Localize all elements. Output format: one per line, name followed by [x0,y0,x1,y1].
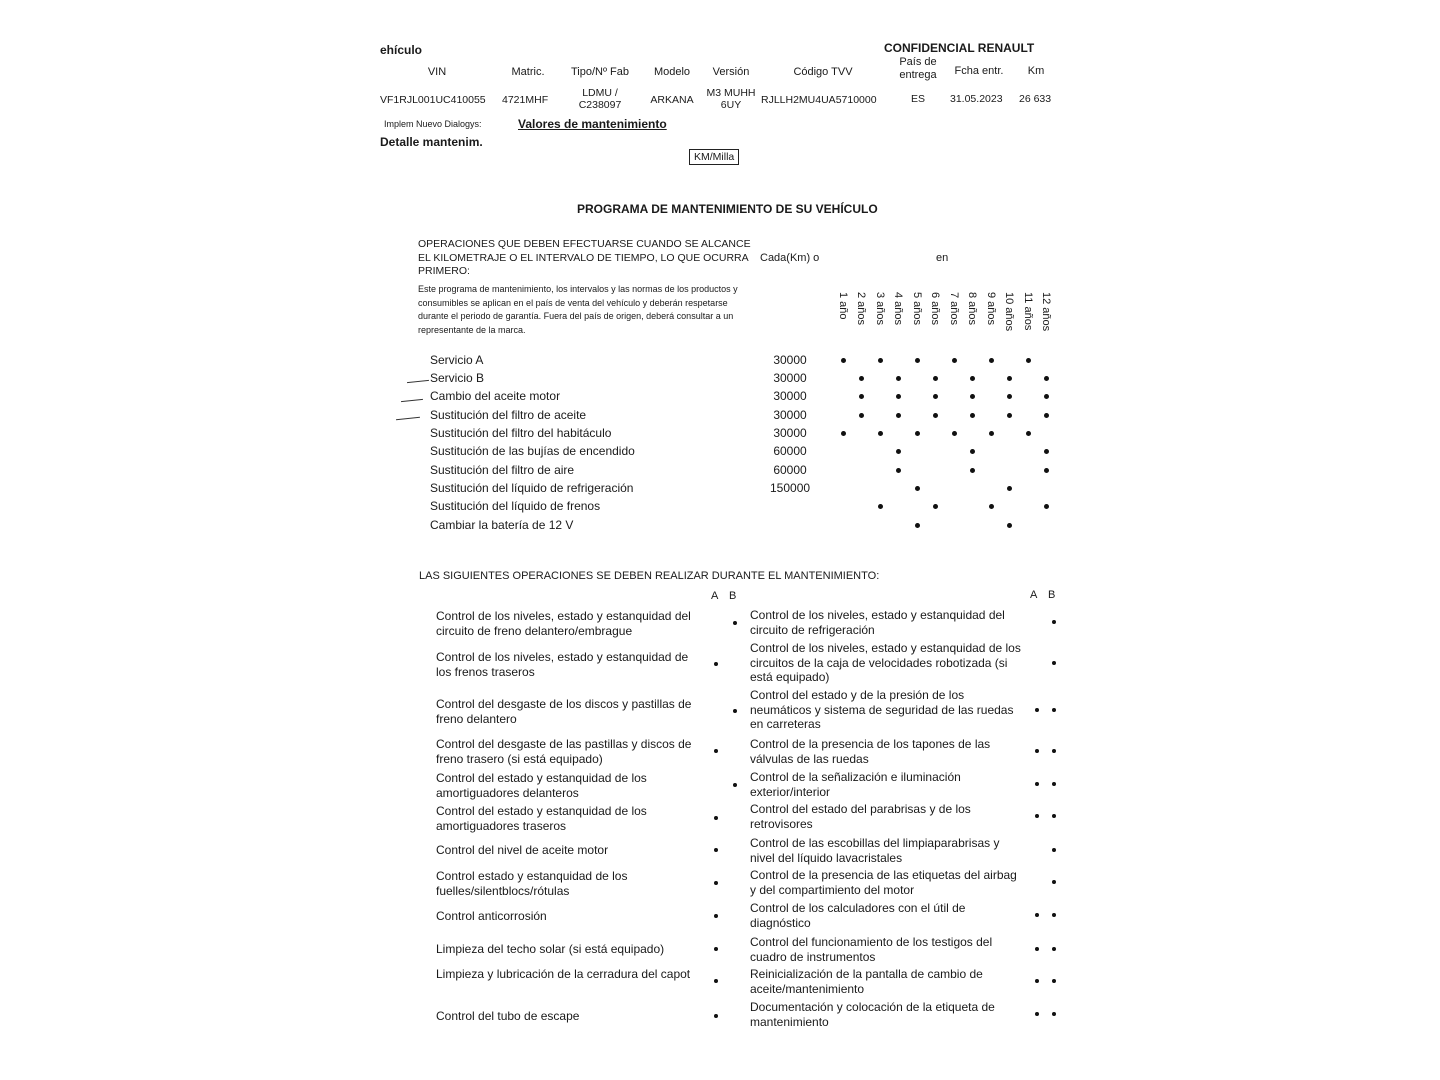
operation-km: 30000 [773,408,807,422]
schedule-dot [989,431,994,436]
operation-km: 60000 [773,463,807,477]
operation-name: Sustitución del filtro del habitáculo [430,426,612,440]
col-modelo: Modelo [653,66,691,78]
control-mark-b [1052,947,1056,951]
control-item-left: Control estado y estanquidad de los fuelles/silentblocs/rótulas [436,869,628,898]
schedule-dot [1026,358,1031,363]
km-milla-button[interactable]: KM/Milla [689,149,739,165]
schedule-dot [970,376,975,381]
schedule-dot [915,358,920,363]
schedule-dot [933,413,938,418]
col-codigo-tvv: Código TVV [793,66,853,78]
control-item-left: Control anticorrosión [436,909,547,923]
maintenance-values-link[interactable]: Valores de mantenimiento [518,117,667,131]
control-item-left: Limpieza del techo solar (si está equipado) [436,942,665,956]
detail-title: Detalle mantenim. [380,135,483,149]
right-col-b-header: B [1048,589,1056,601]
control-item-right: Control de las escobillas del limpiaparabrisas y nivel del líquido lavacristales [750,836,1000,865]
control-item-right: Control del estado del parabrisas y de los retrovisores [750,802,971,831]
year-header-3: 3 años [874,292,886,326]
control-mark-a [1035,979,1039,983]
schedule-dot [878,431,883,436]
program-title: PROGRAMA DE MANTENIMIENTO DE SU VEHÍCULO [577,202,878,216]
schedule-dot [1007,413,1012,418]
year-header-11: 11 años [1022,292,1034,331]
control-item-left: Limpieza y lubricación de la cerradura del capot [436,967,691,981]
operation-name: Sustitución del líquido de refrigeración [430,481,634,495]
value-pais: ES [910,93,925,105]
schedule-dot [915,523,920,528]
value-modelo: ARKANA [650,94,694,106]
schedule-dot [1007,376,1012,381]
control-mark-a [714,947,718,951]
control-mark-a [1035,749,1039,753]
schedule-dot [896,468,901,473]
controls-title: LAS SIGUIENTES OPERACIONES SE DEBEN REALIZAR DURANTE EL MANTENIMIENTO: [419,570,880,582]
operation-km: 30000 [773,371,807,385]
right-col-a-header: A [1030,589,1038,601]
value-vin: VF1RJL001UC410055 [380,94,486,106]
schedule-dot [915,486,920,491]
schedule-dot [859,413,864,418]
schedule-dot [1007,394,1012,399]
control-item-right: Control de la señalización e iluminación exterior/interior [750,770,961,799]
col-matric: Matric. [511,66,545,78]
control-mark-b [1052,749,1056,753]
year-header-8: 8 años [966,292,978,326]
control-item-right: Control de los niveles, estado y estanquidad de los circuitos de la caja de velocidades robotizada (si está equipado) [750,641,1021,684]
year-header-2: 2 años [855,292,867,326]
value-fecha: 31.05.2023 [950,93,1003,105]
control-item-left: Control del estado y estanquidad de los amortiguadores traseros [436,804,647,833]
operation-name: Sustitución del líquido de frenos [430,499,601,513]
handwritten-tick [401,399,423,403]
value-tipo-fab: LDMU / C238097 [578,87,622,111]
confidential-label: CONFIDENCIAL RENAULT [884,41,1035,55]
program-note: Este programa de mantenimiento, los intervalos y las normas de los productos y consumibles se aplican en el país de venta del vehículo y deberán respetarse durante el periodo de garantía. Fuera del país de origen, deberá consultar a un representante de la marca. [418,284,738,335]
value-matric: 4721MHF [502,94,549,106]
year-header-9: 9 años [985,292,997,326]
vehicle-section-title: ehículo [380,43,423,57]
operation-km: 30000 [773,353,807,367]
control-mark-a [1035,814,1039,818]
control-mark-a [1035,913,1039,917]
control-item-right: Control de la presencia de las etiquetas del airbag y del compartimiento del motor [750,868,1017,897]
col-pais-entrega: País de entrega [899,56,937,81]
schedule-dot [933,394,938,399]
control-mark-a [1035,947,1039,951]
control-mark-a [1035,782,1039,786]
control-mark-a [714,749,718,753]
schedule-dot [896,394,901,399]
operation-name: Servicio B [430,371,485,385]
schedule-dot [970,468,975,473]
left-col-b-header: B [729,590,737,602]
value-codigo-tvv: RJLLH2MU4UA5710000 [761,94,877,106]
col-km: Km [1027,65,1045,77]
schedule-dot [841,431,846,436]
control-mark-b [1052,880,1056,884]
schedule-dot [915,431,920,436]
schedule-dot [1044,449,1049,454]
control-mark-b [1052,1012,1056,1016]
cada-km-label: Cada(Km) o [760,252,820,264]
control-item-right: Control del estado y de la presión de los neumáticos y sistema de seguridad de las ruedas en carreteras [750,688,1014,731]
year-header-5: 5 años [911,292,923,326]
year-header-10: 10 años [1003,292,1015,332]
control-mark-b [1052,848,1056,852]
schedule-dot [970,394,975,399]
operation-name: Cambiar la batería de 12 V [430,518,574,532]
schedule-dot [1007,486,1012,491]
schedule-dot [896,376,901,381]
operation-km: 60000 [773,444,807,458]
left-col-a-header: A [711,590,719,602]
en-label: en [936,252,949,264]
schedule-dot [952,358,957,363]
control-mark-a [1035,1012,1039,1016]
schedule-dot [933,504,938,509]
col-tipo-fab: Tipo/Nº Fab [570,66,630,78]
schedule-dot [859,376,864,381]
control-item-right: Reinicialización de la pantalla de cambio de aceite/mantenimiento [750,967,983,996]
col-vin: VIN [427,66,447,78]
col-version: Versión [712,66,750,78]
control-mark-b [1052,661,1056,665]
program-intro: OPERACIONES QUE DEBEN EFECTUARSE CUANDO SE ALCANCE EL KILOMETRAJE O EL INTERVALO DE TIEMPO, LO QUE OCURRA PRIMERO: [418,238,751,277]
year-header-7: 7 años [948,292,960,326]
control-item-left: Control del nivel de aceite motor [436,843,609,857]
schedule-dot [1044,376,1049,381]
control-mark-a [714,881,718,885]
control-mark-b [733,709,737,713]
schedule-dot [1044,504,1049,509]
value-km: 26 633 [1019,93,1052,105]
control-mark-b [733,783,737,787]
schedule-dot [1044,394,1049,399]
schedule-dot [989,358,994,363]
schedule-dot [878,504,883,509]
implem-label: Implem Nuevo Dialogys: [384,119,482,129]
operation-km: 30000 [773,426,807,440]
schedule-dot [989,504,994,509]
control-item-left: Control de los niveles, estado y estanquidad del circuito de freno delantero/embrague [436,609,691,638]
schedule-dot [1007,523,1012,528]
value-version: M3 MUHH 6UY [706,87,756,111]
schedule-dot [1026,431,1031,436]
operation-name: Cambio del aceite motor [430,389,561,403]
control-mark-a [714,848,718,852]
schedule-dot [859,394,864,399]
schedule-dot [896,449,901,454]
control-item-left: Control del desgaste de los discos y pastillas de freno delantero [436,697,692,726]
control-item-right: Control de la presencia de los tapones de las válvulas de las ruedas [750,737,991,766]
year-header-1: 1 año [837,292,849,320]
control-item-right: Control de los niveles, estado y estanquidad del circuito de refrigeración [750,608,1005,637]
year-header-4: 4 años [892,292,904,326]
control-mark-b [1052,814,1056,818]
schedule-dot [841,358,846,363]
operation-km: 30000 [773,389,807,403]
schedule-dot [952,431,957,436]
operation-name: Sustitución del filtro de aire [430,463,575,477]
control-mark-a [714,662,718,666]
control-mark-a [1035,708,1039,712]
control-item-right: Control de los calculadores con el útil de diagnóstico [750,901,966,930]
control-item-left: Control de los niveles, estado y estanquidad de los frenos traseros [436,650,689,679]
schedule-dot [896,413,901,418]
control-mark-b [1052,708,1056,712]
operation-name: Sustitución del filtro de aceite [430,408,587,422]
operation-km: 150000 [770,481,811,495]
col-fecha-entrega: Fcha entr. [954,65,1004,77]
control-mark-a [714,1014,718,1018]
control-item-left: Control del tubo de escape [436,1009,580,1023]
control-item-left: Control del estado y estanquidad de los amortiguadores delanteros [436,771,647,800]
schedule-dot [970,413,975,418]
control-mark-a [714,979,718,983]
control-mark-a [714,914,718,918]
schedule-dot [1044,413,1049,418]
control-mark-b [1052,782,1056,786]
schedule-dot [878,358,883,363]
schedule-dot [1044,468,1049,473]
control-mark-b [1052,620,1056,624]
control-mark-b [1052,979,1056,983]
operation-name: Servicio A [430,353,484,367]
control-item-left: Control del desgaste de las pastillas y discos de freno trasero (si está equipado) [436,737,692,766]
schedule-dot [970,449,975,454]
control-item-right: Documentación y colocación de la etiqueta de mantenimiento [750,1000,995,1029]
control-item-right: Control del funcionamiento de los testigos del cuadro de instrumentos [750,935,993,964]
handwritten-tick [396,417,420,421]
handwritten-tick [407,380,429,384]
schedule-dot [933,376,938,381]
operation-name: Sustitución de las bujías de encendido [430,444,635,458]
control-mark-b [733,621,737,625]
control-mark-a [714,816,718,820]
control-mark-b [1052,913,1056,917]
year-header-12: 12 años [1040,292,1052,332]
year-header-6: 6 años [929,292,941,326]
